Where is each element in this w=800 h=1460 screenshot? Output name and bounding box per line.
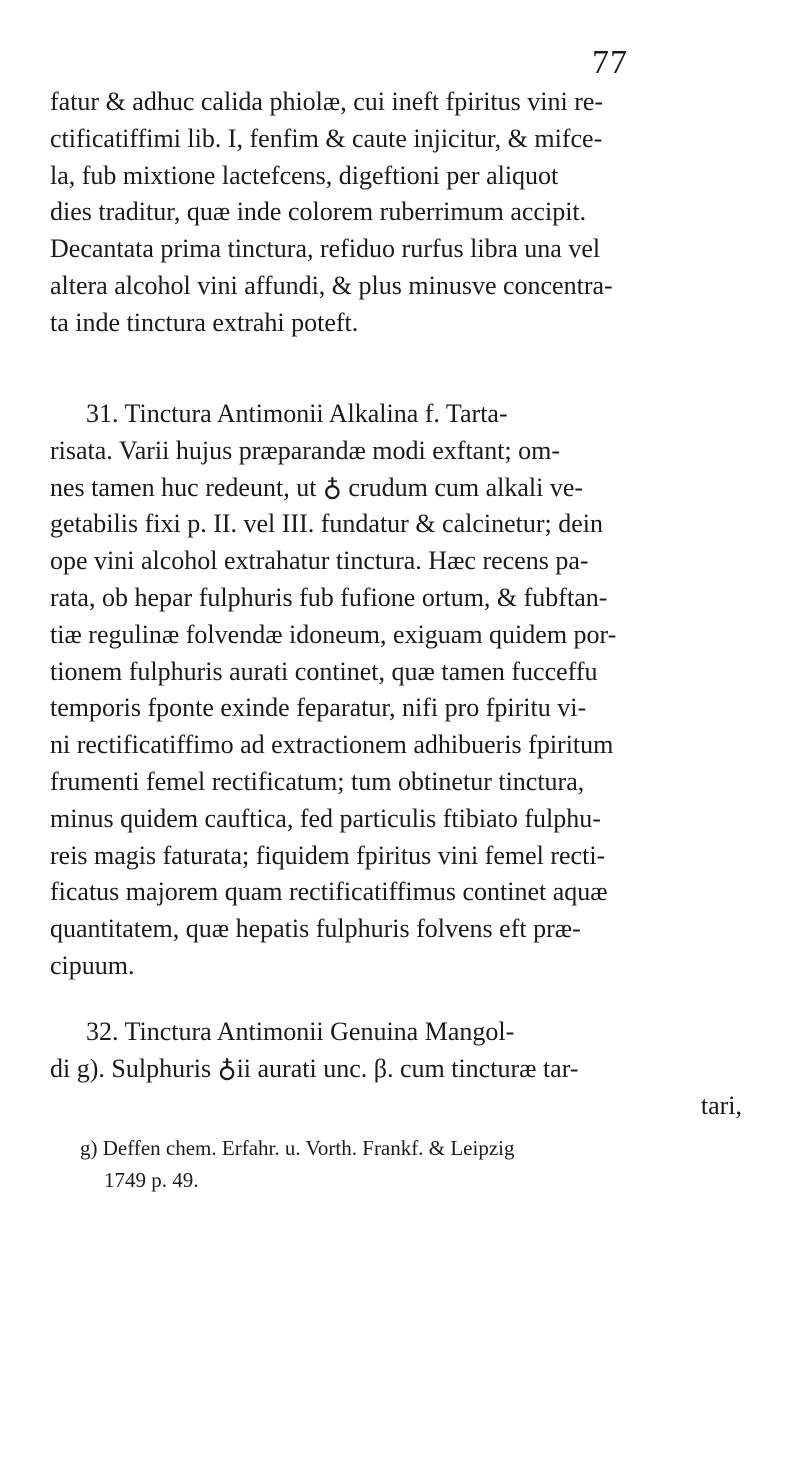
text-line: rata, ob hepar fulphuris fub fufione ortum, & fubftan-: [50, 582, 608, 612]
footnote: [50, 1132, 750, 1196]
text-line: fatur & adhuc calida phiolæ, cui ineft fpiritus vini re-: [50, 87, 604, 116]
page-number: 77: [592, 44, 628, 81]
paragraph-continuation: [50, 84, 750, 342]
text-line: frumenti femel rectificatum; tum obtinetur tinctura,: [50, 766, 585, 796]
text-line: cipuum.: [50, 950, 135, 980]
text-line: altera alcohol vini affundi, & plus minusve concentra-: [50, 270, 613, 300]
section-31: [50, 396, 750, 985]
text-line: dies traditur, quæ inde colorem ruberrimum accipit.: [50, 197, 587, 227]
text-line: di g). Sulphuris ♁ii aurati unc. β. cum tincturæ tar-: [50, 1053, 579, 1083]
section-heading-line: 32. Tinctura Antimonii Genuina Mangol-: [86, 1017, 515, 1046]
text-line: ta inde tinctura extrahi poteft.: [50, 307, 359, 337]
text-line: Decantata prima tinctura, refiduo rurfus libra una vel: [50, 234, 601, 264]
text-line: la, fub mixtione lactefcens, digeftioni per aliquot: [50, 160, 559, 190]
text-line: ope vini alcohol extrahatur tinctura. Hæc recens pa-: [50, 546, 589, 576]
text-line: tari,: [700, 1090, 742, 1120]
section-32: [50, 1014, 750, 1124]
text-line: ni rectificatiffimo ad extractionem adhibueris fpiritum: [50, 730, 614, 760]
text-line: ficatus majorem quam rectificatiffimus continet aquæ: [50, 877, 608, 907]
text-line: minus quidem cauftica, fed particulis ftibiato fulphu-: [50, 803, 601, 833]
text-line: ctificatiffimi lib. I, fenfim & caute injicitur, & mifce-: [50, 123, 603, 153]
footnote-line: g) Deffen chem. Erfahr. u. Vorth. Frankf. & Leipzig: [80, 1136, 515, 1160]
text-line: temporis fponte exinde feparatur, nifi pro fpiritu vi-: [50, 693, 587, 723]
text-line: nes tamen huc redeunt, ut ♁ crudum cum alkali ve-: [50, 472, 584, 502]
footnote-line: 1749 p. 49.: [104, 1168, 199, 1192]
text-line: risata. Varii hujus præparandæ modi exftant; om-: [50, 435, 561, 465]
section-heading-line: 31. Tinctura Antimonii Alkalina f. Tarta-: [86, 399, 508, 428]
text-line: tionem fulphuris aurati continet, quæ tamen fucceffu: [50, 656, 598, 686]
text-line: reis magis faturata; fiquidem fpiritus vini femel recti-: [50, 840, 606, 870]
text-line: getabilis fixi p. II. vel III. fundatur & calcinetur; dein: [50, 509, 604, 539]
text-line: tiæ regulinæ folvendæ idoneum, exiguam quidem por-: [50, 619, 617, 649]
text-line: quantitatem, quæ hepatis fulphuris folvens eft præ-: [50, 914, 581, 944]
